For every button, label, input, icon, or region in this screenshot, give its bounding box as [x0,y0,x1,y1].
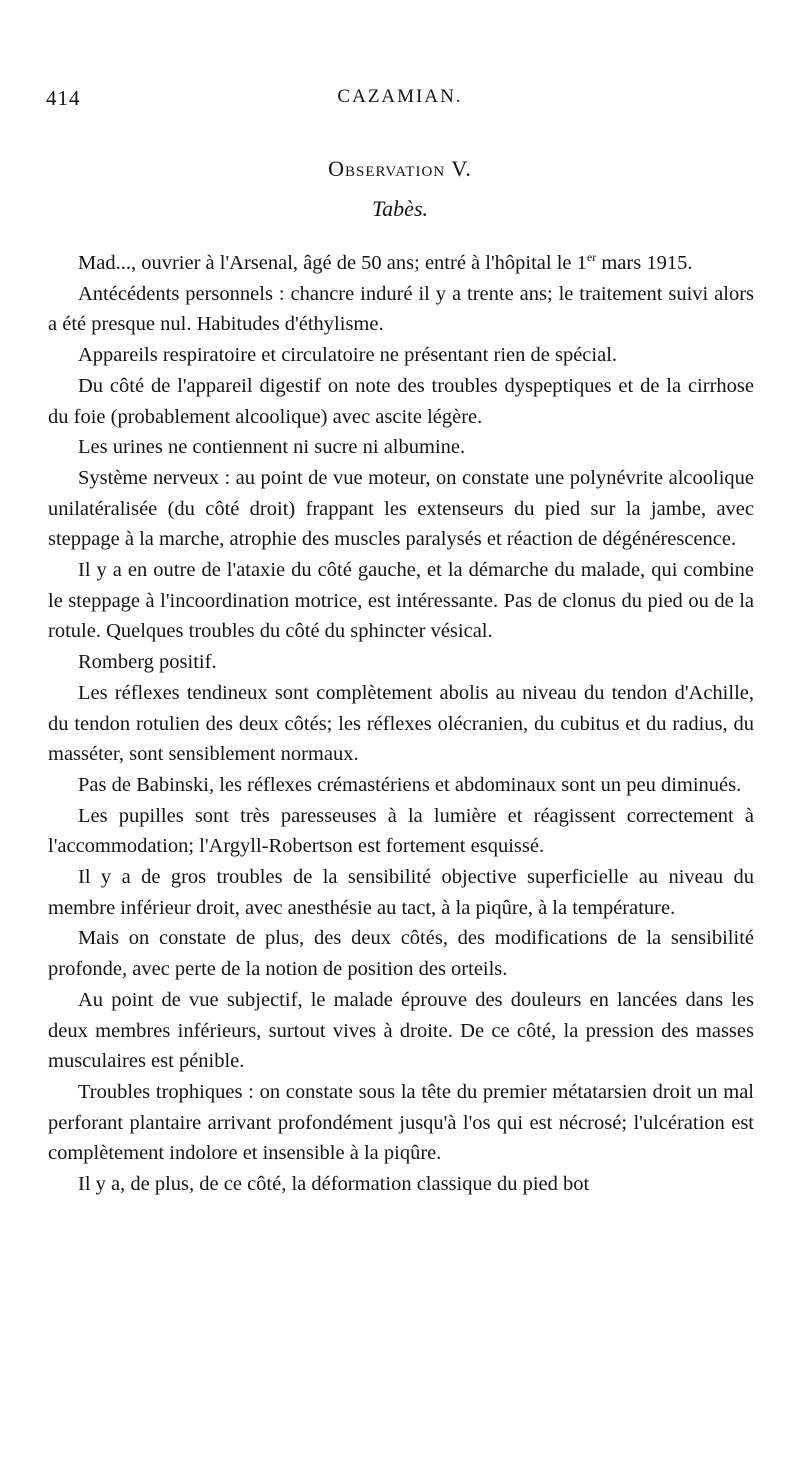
paragraph: Au point de vue subjectif, le malade éprouve des douleurs en lancées dans les deux membres inférieurs, surtout vives à droite. De ce côté, la pression des masses musculaires est pénible. [48,988,754,1073]
page-number: 414 [46,86,81,110]
paragraph: Appareils respiratoire et circulatoire ne présentant rien de spécial. [78,344,618,367]
paragraph: Antécédents personnels : chancre induré il y a trente ans; le traitement suivi alors a été presque nul. Habitudes d'éthylisme. [48,282,754,336]
paragraph: Les urines ne contiennent ni sucre ni albumine. [78,436,466,459]
paragraph: Troubles trophiques : on constate sous la tête du premier métatarsien droit un mal perforant plantaire arrivant profondément jusqu'à l'os qui est nécrosé; l'ulcération est complètement indolore et insensible à la piqûre. [48,1080,754,1165]
paragraph: Il y a de gros troubles de la sensibilité objective superficielle au niveau du membre inférieur droit, avec anesthésie au tact, à la piqûre, à la température. [48,866,754,919]
running-head: CAZAMIAN. [337,86,463,107]
paragraph: Mais on constate de plus, des deux côtés, des modifications de la sensibilité profonde, avec perte de la notion de position des orteils. [48,927,754,981]
paragraph: Mad..., ouvrier à l'Arsenal, âgé de 50 ans; entré à l'hôpital le 1er mars 1915. [78,250,693,274]
paragraph: Les réflexes tendineux sont complètement abolis au niveau du tendon d'Achille, du tendon rotulien des deux côtés; les réflexes olécranien, du cubitus et du radius, du masséter, sont sensiblement normaux. [48,681,754,766]
observation-title: Observation V. [328,156,472,181]
observation-subtitle: Tabès. [371,196,429,221]
paragraph: Les pupilles sont très paresseuses à la lumière et réagissent correctement à l'accommodation; l'Argyll-Robertson est fortement esquissé. [48,804,754,858]
paragraph: Système nerveux : au point de vue moteur, on constate une polynévrite alcoolique unilatéralisée (du côté droit) frappant les extenseurs du pied sur la jambe, avec steppage à la marche, atrophie des muscles paralysés et réaction de dégénérescence. [48,466,754,551]
paragraph: Il y a en outre de l'ataxie du côté gauche, et la démarche du malade, qui combine le steppage à l'incoordination motrice, est intéressante. Pas de clonus du pied ou de la rotule. Quelques troubles du côté du sphincter vésical. [48,559,754,643]
paragraph: Romberg positif. [78,651,217,674]
paragraph: Il y a, de plus, de ce côté, la déformation classique du pied bot [78,1173,590,1196]
paragraph: Du côté de l'appareil digestif on note des troubles dyspeptiques et de la cirrhose du foie (probablement alcoolique) avec ascite légère. [48,374,754,428]
body-text [48,248,754,1200]
paragraph: Pas de Babinski, les réflexes crémastériens et abdominaux sont un peu diminués. [78,773,742,796]
